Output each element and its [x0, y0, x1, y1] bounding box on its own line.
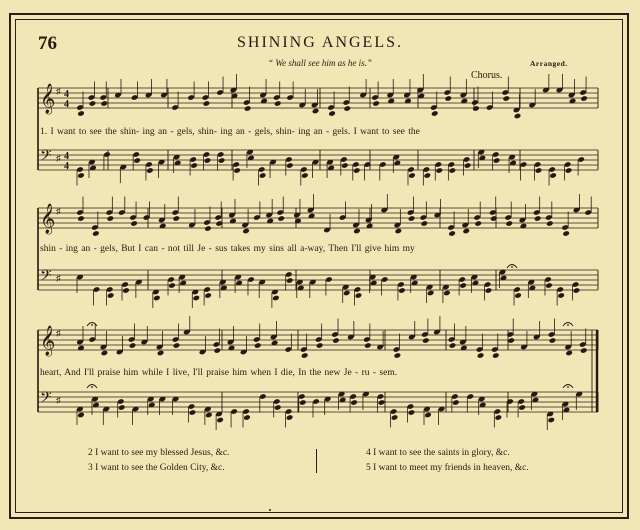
- note-head: [424, 172, 432, 179]
- note-head: [216, 417, 224, 424]
- note-head: [422, 337, 430, 344]
- note-head: [214, 347, 222, 354]
- note-head: [443, 290, 451, 297]
- time-signature: 4: [64, 161, 69, 172]
- note-head: [244, 105, 252, 112]
- note-head: [107, 292, 115, 299]
- note-head: [495, 414, 503, 421]
- note-head: [549, 172, 557, 179]
- note-head: [514, 113, 522, 120]
- note-head: [505, 220, 513, 227]
- note-head: [286, 414, 294, 421]
- note-head: [286, 277, 294, 284]
- note-head: [173, 215, 181, 222]
- note-head: [408, 172, 416, 179]
- note-head: [562, 230, 570, 237]
- note-head: [274, 100, 282, 107]
- note-head: [474, 220, 482, 227]
- note-head: [444, 95, 452, 102]
- fermata-dot: [511, 266, 513, 268]
- note-head: [557, 292, 565, 299]
- note-head: [190, 162, 198, 169]
- note-head: [173, 342, 181, 349]
- note-head: [205, 412, 213, 419]
- note-head: [204, 225, 212, 232]
- note-head: [312, 108, 320, 115]
- note-head: [449, 167, 457, 174]
- note-head: [341, 162, 349, 169]
- note-head: [391, 414, 399, 421]
- fermata-dot: [91, 324, 93, 326]
- note-head: [547, 417, 555, 424]
- note-head: [565, 350, 573, 357]
- hymn-subtitle: “ We shall see him as he is.”: [268, 58, 372, 68]
- hymn-title: SHINING ANGELS.: [237, 34, 403, 51]
- note-head: [546, 220, 554, 227]
- note-head: [122, 287, 130, 294]
- note-head: [77, 110, 85, 117]
- note-head: [343, 105, 351, 112]
- note-head: [398, 287, 406, 294]
- note-head: [435, 167, 443, 174]
- note-head: [107, 215, 115, 222]
- key-signature-sharp: ♯: [56, 273, 61, 283]
- note-head: [408, 409, 416, 416]
- note-head: [133, 157, 141, 164]
- time-signature: 4: [64, 151, 69, 162]
- lyric-line-1: 1. I want to see the shin- ing an - gels, shin- ing an - gels, shin- ing an - gels. I want to see the: [40, 127, 420, 137]
- fermata-dot: [567, 386, 569, 388]
- key-signature-sharp: ♯: [56, 86, 61, 96]
- note-head: [355, 292, 363, 299]
- note-head: [189, 409, 197, 416]
- note-head: [565, 167, 573, 174]
- note-head: [203, 100, 211, 107]
- page-number: 76: [38, 33, 57, 54]
- note-head: [77, 412, 85, 419]
- note-head: [233, 167, 241, 174]
- note-head: [534, 215, 542, 222]
- note-head: [378, 399, 386, 406]
- lyric-line-3: heart, And I'll praise him while I live, I'll praise him when I die, In the new Je - ru - sem.: [40, 368, 398, 378]
- note-head: [243, 414, 251, 421]
- note-head: [157, 350, 165, 357]
- note-head: [503, 95, 511, 102]
- note-head: [452, 399, 460, 406]
- verse-divider: [316, 449, 317, 473]
- note-head: [464, 162, 472, 169]
- note-head: [101, 350, 109, 357]
- note-head: [89, 100, 97, 107]
- note-head: [518, 404, 526, 411]
- note-head: [301, 172, 309, 179]
- note-head: [204, 157, 212, 164]
- note-head: [218, 157, 226, 164]
- note-head: [424, 412, 432, 419]
- printer-mark: [269, 509, 271, 511]
- note-head: [545, 282, 553, 289]
- note-head: [277, 215, 285, 222]
- note-head: [353, 228, 361, 235]
- note-head: [580, 347, 588, 354]
- note-head: [421, 220, 429, 227]
- note-head: [472, 105, 480, 112]
- bass-clef: 𝄢: [40, 267, 52, 288]
- treble-clef: 𝄞: [40, 326, 56, 356]
- note-head: [408, 215, 416, 222]
- note-head: [299, 399, 307, 406]
- note-head: [286, 162, 294, 169]
- note-head: [343, 290, 351, 297]
- note-head: [100, 100, 108, 107]
- note-head: [459, 282, 467, 289]
- lyric-line-2: shin - ing an - gels, But I can - not till Je - sus takes my sins all a-way, Then I'll give him my: [40, 244, 415, 254]
- note-head: [493, 157, 501, 164]
- key-signature-sharp: ♯: [56, 153, 61, 163]
- note-head: [514, 292, 522, 299]
- note-head: [353, 167, 361, 174]
- treble-clef: 𝄞: [40, 204, 56, 234]
- verse-4: 4 I want to see the saints in glory, &c.: [366, 448, 510, 458]
- note-head: [431, 110, 439, 117]
- note-head: [332, 337, 340, 344]
- note-head: [394, 352, 402, 359]
- note-head: [204, 292, 212, 299]
- treble-clef: 𝄞: [40, 84, 56, 114]
- note-head: [168, 282, 176, 289]
- time-signature: 4: [64, 99, 69, 110]
- verse-3: 3 I want to see the Golden City, &c.: [88, 463, 225, 473]
- note-head: [580, 95, 588, 102]
- note-head: [535, 167, 543, 174]
- note-head: [242, 228, 250, 235]
- note-head: [130, 220, 138, 227]
- note-head: [395, 228, 403, 235]
- chorus-label: Chorus.: [471, 70, 503, 81]
- note-head: [449, 342, 457, 349]
- arranger-credit: Arranged.: [530, 59, 568, 68]
- note-head: [316, 342, 324, 349]
- note-head: [146, 167, 154, 174]
- note-head: [485, 287, 493, 294]
- fermata-dot: [567, 324, 569, 326]
- bass-clef: 𝄢: [40, 389, 52, 410]
- fermata-dot: [91, 386, 93, 388]
- key-signature-sharp: ♯: [56, 206, 61, 216]
- note-head: [254, 342, 262, 349]
- note-head: [129, 342, 137, 349]
- note-head: [328, 110, 336, 117]
- note-head: [274, 404, 282, 411]
- note-head: [153, 295, 161, 302]
- note-head: [573, 287, 581, 294]
- note-head: [92, 230, 100, 237]
- note-head: [118, 404, 126, 411]
- note-head: [77, 215, 85, 222]
- note-head: [364, 342, 372, 349]
- note-head: [492, 352, 500, 359]
- key-signature-sharp: ♯: [56, 328, 61, 338]
- note-head: [462, 228, 470, 235]
- note-head: [301, 352, 309, 359]
- bass-clef: 𝄢: [40, 147, 52, 168]
- verse-2: 2 I want to see my blessed Jesus, &c.: [88, 448, 230, 458]
- note-head: [372, 100, 380, 107]
- note-head: [427, 290, 435, 297]
- note-head: [259, 172, 267, 179]
- verse-5: 5 I want to meet my friends in heaven, &c.: [366, 463, 529, 473]
- note-head: [549, 337, 557, 344]
- note-head: [448, 230, 456, 237]
- key-signature-sharp: ♯: [56, 395, 61, 405]
- note-head: [192, 295, 200, 302]
- note-head: [477, 352, 485, 359]
- note-head: [77, 172, 85, 179]
- note-head: [272, 295, 280, 302]
- time-signature: 4: [64, 89, 69, 100]
- note-head: [350, 399, 358, 406]
- note-head: [507, 337, 515, 344]
